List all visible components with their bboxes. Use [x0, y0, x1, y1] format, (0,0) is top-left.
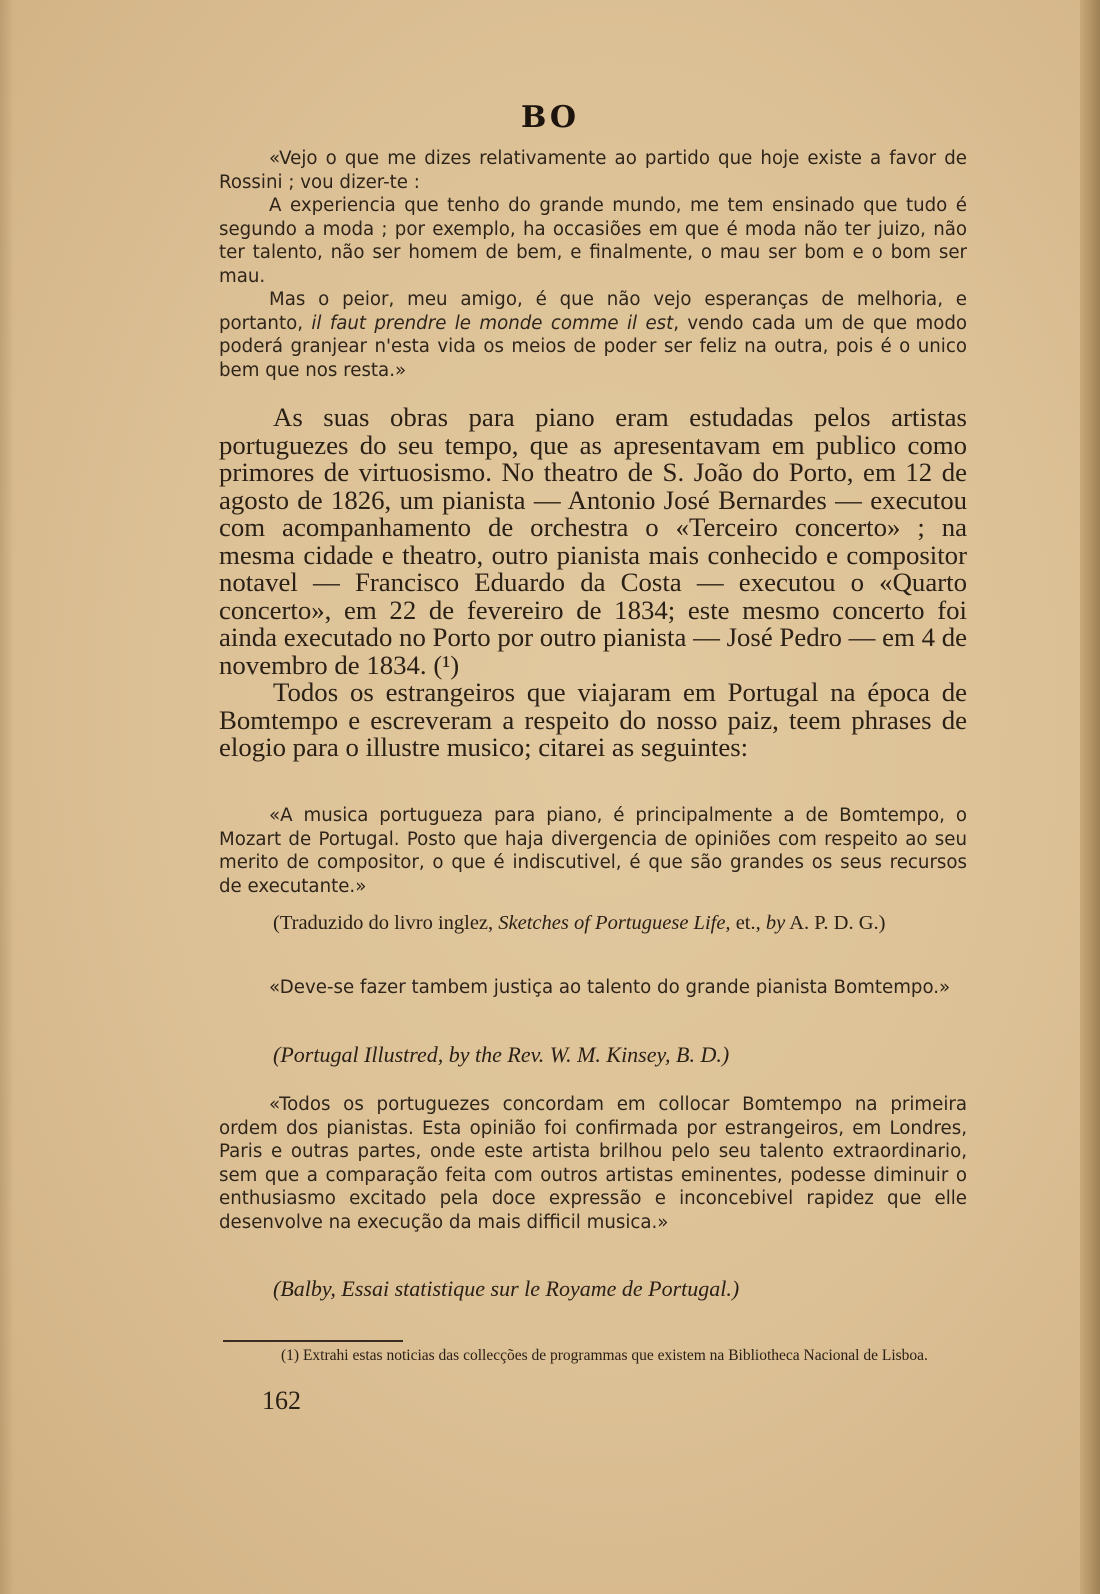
page-edge: [1080, 0, 1100, 1594]
citation-1-title: Sketches of Portuguese Life,: [498, 912, 731, 934]
letter-p3-italic: il faut prendre le monde comme il est: [311, 312, 674, 334]
letter-p3-start: Mas o peior, meu amigo, é que não vejo esperanças de melhoria, e portanto,: [219, 289, 967, 334]
letter-paragraph-1: «Vejo o que me dizes relativamente ao partido que hoje existe a favor de Rossini ; vou dizer-te :: [219, 148, 967, 193]
quote-1: [219, 804, 967, 898]
citation-2: [219, 1043, 967, 1067]
footnote: [219, 1347, 967, 1364]
main-paragraph-2: Todos os estrangeiros que viajaram em Portugal na época de Bomtempo e escreveram a respeito do nosso paiz, teem phrases de elogio para o illustre musico; citarei as seguintes:: [219, 677, 967, 762]
citation-2-text: (Portugal Illustred, by the Rev. W. M. Kinsey, B. D.): [273, 1042, 730, 1067]
page-number: 162: [262, 1386, 301, 1415]
page-edge-shadow: [0, 0, 14, 1594]
footnote-divider: [223, 1340, 403, 1342]
citation-3: [219, 1277, 967, 1301]
citation-3-text: (Balby, Essai statistique sur le Royame de Portugal.): [273, 1276, 740, 1301]
citation-1-by: by: [765, 912, 786, 934]
quote-2-text: «Deve-se fazer tambem justiça ao talento do grande pianista Bomtempo.»: [269, 977, 951, 998]
letter-p3-end: , vendo cada um de que modo poderá granjear n'esta vida os meios de poder ser feliz na outra, pois é o unico bem que nos resta.»: [219, 312, 968, 381]
main-text: [219, 404, 967, 762]
footnote-text: (1) Extrahi estas noticias das collecções de programmas que existem na Bibliotheca Nacional de Lisboa.: [281, 1347, 928, 1364]
main-paragraph-1: As suas obras para piano eram estudadas pelos artistas portuguezes do seu tempo, que as apresentavam em publico como primores de virtuosismo. No theatro de S. João do Porto, em 12 de agosto de 1826, um pianista — Antonio José Bernardes — executou com acompanhamento de orchestra o «Terceiro concerto» ; na mesma cidade e theatro, outro pianista mais conhecido e compositor notavel — Francisco Eduardo da Costa — executou o «Quarto concerto», em 22 de fevereiro de 1834; este mesmo concerto foi ainda executado no Porto por outro pianista — José Pedro — em 4 de novembro de 1834. (¹): [219, 402, 967, 680]
citation-1-start: (Traduzido do livro inglez,: [273, 912, 499, 934]
letter-paragraph-2: A experiencia que tenho do grande mundo, me tem ensinado que tudo é segundo a moda ; por exemplo, ha occasiões em que é moda não ter juizo, não ter talento, não ser homem de bem, e finalmente, o mau ser bom e o bom ser mau.: [219, 195, 967, 287]
quote-3: [219, 1093, 967, 1234]
citation-1: [219, 911, 967, 935]
quote-1-text: «A musica portugueza para piano, é principalmente a de Bomtempo, o Mozart de Portugal. Posto que haja divergencia de opiniões com respeito ao seu merito de compositor, o que é indiscutivel, é que são grandes os seus recursos de executante.»: [219, 805, 967, 897]
quote-3-text: «Todos os portuguezes concordam em collocar Bomtempo na primeira ordem dos pianistas. Esta opinião foi confirmada por estrangeiros, em Londres, Paris e outras partes, onde este artista brilhou pelo seu talento extraordinario, sem que a comparação feita com outros artistas eminentes, podesse diminuir o enthusiasmo excitado pela doce expressão e inconcebivel rapidez que elle desenvolve na execução da mais difficil musica.»: [219, 1094, 967, 1233]
quote-2: [219, 976, 967, 1000]
citation-1-mid: et.,: [730, 912, 766, 934]
letter-quote: [219, 147, 967, 382]
running-header: BO: [520, 100, 580, 135]
letter-paragraph-3: [219, 288, 967, 382]
citation-1-end: A. P. D. G.): [785, 912, 886, 934]
